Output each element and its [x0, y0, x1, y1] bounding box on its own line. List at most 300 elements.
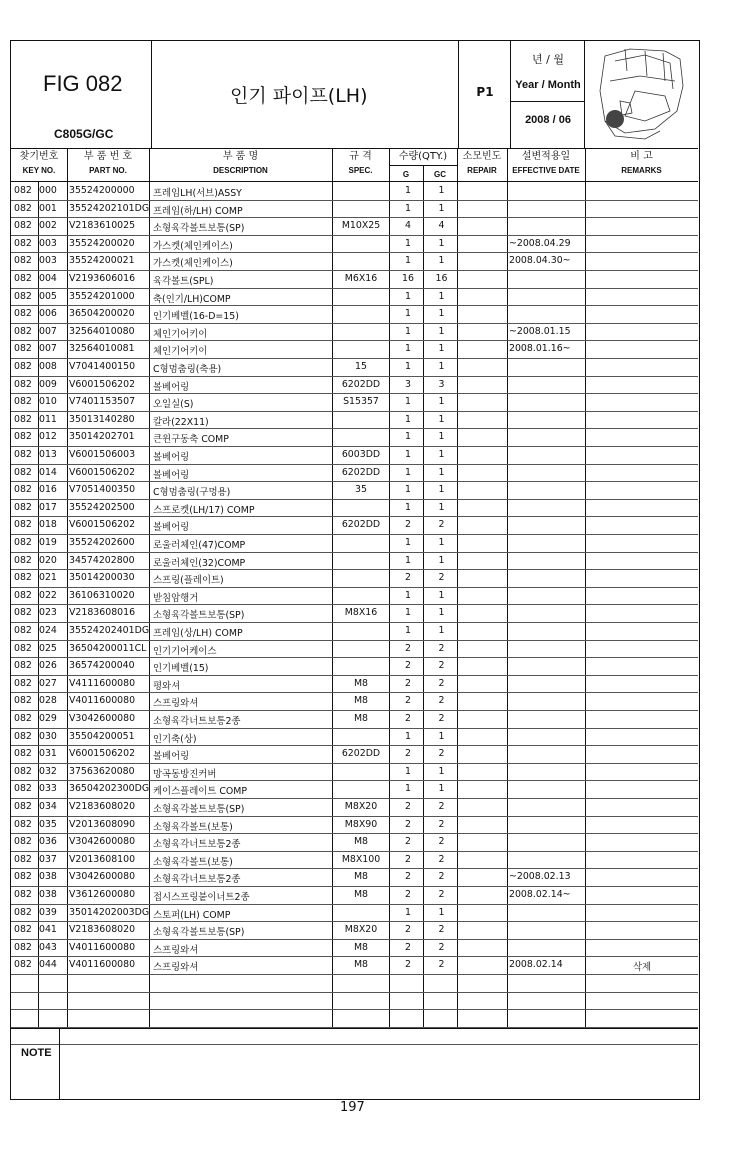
- cell-key: 044: [39, 959, 57, 971]
- cell-eff: 2008.02.14~: [509, 889, 571, 900]
- cell-desc: 소형육각볼트보통(SP): [153, 927, 245, 939]
- cell-part: V3042600080: [69, 836, 136, 848]
- cell-fig: 082: [14, 748, 32, 760]
- table-row: [11, 922, 698, 940]
- cell-spec: 6202DD: [341, 748, 381, 760]
- cell-desc: 소형육각볼트(보통): [153, 856, 233, 868]
- table-row: [11, 412, 698, 430]
- table-row: [11, 693, 698, 711]
- revision-date: 2008 / 06: [525, 114, 571, 126]
- cell-g: 2: [405, 871, 411, 883]
- cell-gc: 1: [438, 413, 445, 425]
- cell-desc: 스프링와셔: [153, 962, 199, 974]
- cell-spec: 6202DD: [341, 466, 381, 478]
- cell-key: 034: [39, 801, 57, 812]
- table-row: [11, 306, 698, 324]
- cell-desc: 큰윈구동축 COMP: [153, 434, 229, 446]
- cell-gc: 1: [438, 589, 445, 601]
- cell-g: 1: [405, 765, 411, 777]
- cell-desc: 축(인기/LH)COMP: [153, 293, 231, 305]
- cell-gc: 2: [438, 959, 445, 971]
- cell-desc: 볼베어링: [153, 522, 190, 534]
- cell-part: V6001506202: [69, 466, 136, 478]
- cell-desc: 볼베어링: [153, 452, 190, 463]
- cell-fig: 082: [14, 466, 32, 478]
- table-row: [11, 781, 698, 799]
- cell-part: V4111600080: [69, 677, 136, 689]
- cell-key: 041: [39, 924, 57, 936]
- cell-key: 021: [39, 572, 57, 584]
- cell-spec: M8: [353, 941, 369, 953]
- cell-g: 2: [405, 924, 411, 936]
- cell-g: 2: [405, 572, 411, 584]
- cell-desc: 받침암행거: [153, 592, 199, 604]
- cell-gc: 2: [438, 695, 445, 707]
- cell-fig: 082: [14, 202, 32, 214]
- cell-fig: 082: [14, 501, 32, 513]
- cell-gc: 1: [438, 906, 445, 918]
- cell-spec: 6202DD: [341, 519, 381, 531]
- cell-key: 003: [39, 237, 57, 249]
- cell-part: V6001506202: [69, 519, 136, 531]
- cell-gc: 1: [438, 396, 445, 408]
- cell-gc: 2: [438, 642, 445, 654]
- fig-number: FIG 082: [43, 71, 123, 96]
- cell-g: 2: [405, 677, 411, 689]
- cell-fig: 082: [14, 589, 32, 601]
- table-row: [11, 289, 698, 307]
- cell-spec: M8: [353, 836, 369, 848]
- cell-spec: M8X20: [344, 801, 378, 812]
- cell-desc: 소형육각볼트보통(SP): [153, 610, 245, 622]
- table-row: [11, 1010, 698, 1028]
- cell-gc: 1: [438, 554, 445, 566]
- cell-part: 35524200021: [69, 255, 135, 267]
- cell-gc: 1: [438, 308, 445, 320]
- cell-part: 35524202401DG: [69, 625, 150, 636]
- table-row: [11, 500, 698, 518]
- cell-g: 16: [402, 273, 414, 284]
- cell-fig: 082: [14, 730, 32, 742]
- cell-eff: 2008.01.16~: [509, 343, 571, 355]
- cell-g: 2: [405, 519, 411, 531]
- cell-part: V3042600080: [69, 871, 136, 883]
- cell-gc: 16: [435, 273, 448, 284]
- cell-fig: 082: [14, 308, 32, 320]
- cell-desc: 망곡동방진커버: [153, 768, 217, 780]
- cell-part: 35524201000: [69, 290, 135, 302]
- table-row: [11, 623, 698, 641]
- cell-part: V4011600080: [69, 941, 136, 953]
- cell-desc: 볼베어링: [153, 469, 190, 481]
- cell-fig: 082: [14, 273, 32, 284]
- cell-fig: 082: [14, 361, 32, 372]
- cell-gc: 1: [438, 290, 445, 302]
- parts-table: [11, 148, 698, 1028]
- cell-g: 4: [405, 220, 411, 232]
- cell-desc: C형멈춤링(구멍용): [153, 487, 231, 499]
- table-row: [11, 218, 698, 236]
- cell-fig: 082: [14, 889, 32, 900]
- cell-desc: 케이스플레이트 COMP: [153, 786, 248, 798]
- cell-spec: 15: [355, 361, 367, 372]
- cell-g: 1: [405, 185, 411, 196]
- cell-key: 030: [39, 730, 57, 742]
- col-remarks: 비 고 REMARKS: [621, 151, 662, 175]
- cell-part: 35524200000: [69, 185, 135, 196]
- cell-fig: 082: [14, 642, 32, 654]
- cell-spec: M8: [353, 871, 369, 883]
- cell-gc: 1: [438, 730, 445, 742]
- cell-gc: 2: [438, 801, 445, 812]
- cell-g: 1: [405, 361, 411, 372]
- table-row: [11, 429, 698, 447]
- cell-spec: 6202DD: [341, 378, 381, 390]
- table-row: [11, 341, 698, 359]
- cell-fig: 082: [14, 941, 32, 953]
- cell-gc: 1: [438, 185, 445, 196]
- cell-g: 1: [405, 343, 411, 355]
- fig-cell: [11, 41, 152, 148]
- cell-fig: 082: [14, 343, 32, 355]
- cell-part: 35014200030: [69, 572, 135, 584]
- cell-key: 024: [39, 625, 57, 636]
- cell-fig: 082: [14, 484, 32, 496]
- cell-part: V6001506202: [69, 378, 136, 390]
- cell-fig: 082: [14, 713, 32, 724]
- cell-desc: 소형육각너트보통2종: [153, 839, 241, 851]
- cell-key: 003: [39, 255, 57, 267]
- machine-thumbnail-cell: [585, 41, 698, 148]
- cell-g: 1: [405, 308, 411, 320]
- cell-g: 1: [405, 431, 411, 443]
- cell-gc: 2: [438, 713, 445, 724]
- cell-fig: 082: [14, 378, 32, 390]
- cell-key: 023: [39, 607, 57, 619]
- cell-key: 020: [39, 554, 57, 566]
- cell-gc: 2: [438, 871, 445, 883]
- cell-desc: 스프로켓(LH/17) COMP: [153, 504, 255, 516]
- cell-key: 029: [39, 713, 57, 724]
- table-row: [11, 887, 698, 905]
- cell-gc: 2: [438, 941, 445, 953]
- cell-desc: 체인기어키이: [153, 346, 208, 358]
- cell-g: 2: [405, 818, 411, 830]
- cell-key: 002: [39, 220, 57, 232]
- table-row: [11, 482, 698, 500]
- cell-gc: 3: [438, 378, 445, 390]
- cell-key: 026: [39, 660, 57, 672]
- cell-desc: 가스켓(체인케이스): [153, 258, 233, 270]
- parts-sheet: [10, 40, 700, 1100]
- cell-desc: 육각볼트(SPL): [153, 276, 214, 287]
- cell-rem: 삭제: [632, 962, 652, 974]
- cell-g: 1: [405, 484, 411, 496]
- cell-g: 1: [405, 255, 411, 267]
- cell-part: 35524202500: [69, 501, 135, 513]
- cell-eff: ~2008.02.13: [509, 871, 571, 883]
- cell-desc: 인기기어케이스: [153, 645, 217, 657]
- cell-key: 004: [39, 273, 57, 284]
- table-row: [11, 535, 698, 553]
- cell-gc: 1: [438, 361, 445, 372]
- cell-gc: 2: [438, 572, 445, 584]
- cell-part: 36574200040: [69, 660, 135, 672]
- cell-part: V3042600080: [69, 713, 136, 724]
- cell-gc: 1: [438, 783, 445, 795]
- cell-part: 35524202101DG: [69, 202, 150, 214]
- cell-g: 1: [405, 202, 411, 214]
- cell-gc: 1: [438, 325, 445, 337]
- col-part-no: 부 품 번 호 PART NO.: [83, 151, 133, 175]
- cell-g: 1: [405, 237, 411, 249]
- cell-gc: 1: [438, 765, 445, 777]
- cell-key: 036: [39, 836, 57, 848]
- cell-key: 032: [39, 765, 57, 777]
- cell-fig: 082: [14, 220, 32, 232]
- cell-gc: 2: [438, 660, 445, 672]
- cell-g: 2: [405, 695, 411, 707]
- cell-gc: 1: [438, 343, 445, 355]
- table-row: [11, 746, 698, 764]
- date-divider: [511, 101, 585, 102]
- cell-desc: 평와셔: [153, 680, 181, 692]
- table-row: [11, 957, 698, 975]
- cell-spec: M8: [353, 695, 369, 707]
- cell-key: 009: [39, 378, 57, 390]
- table-row: [11, 993, 698, 1011]
- col-qty-g: G: [402, 170, 410, 179]
- table-row: [11, 975, 698, 993]
- cell-gc: 2: [438, 924, 445, 936]
- cell-g: 1: [405, 325, 411, 337]
- cell-gc: 2: [438, 677, 445, 689]
- cell-g: 1: [405, 589, 411, 601]
- cell-part: 37563620080: [69, 765, 135, 777]
- cell-fig: 082: [14, 695, 32, 707]
- cell-fig: 082: [14, 413, 32, 425]
- cell-part: V6001506202: [69, 748, 136, 760]
- cell-g: 1: [405, 466, 411, 478]
- table-row: [11, 447, 698, 465]
- cell-gc: 1: [438, 501, 445, 513]
- table-row: [11, 183, 698, 201]
- table-row: [11, 764, 698, 782]
- cell-spec: M8X100: [341, 853, 381, 865]
- col-repair: 소모빈도 REPAIR: [462, 151, 502, 175]
- table-row: [11, 940, 698, 958]
- table-row: [11, 377, 698, 395]
- col-key: 찾기번호 KEY NO.: [19, 151, 59, 175]
- cell-key: 039: [39, 906, 57, 918]
- cell-gc: 1: [438, 255, 445, 267]
- cell-key: 025: [39, 642, 57, 654]
- cell-g: 2: [405, 660, 411, 672]
- cell-key: 027: [39, 677, 57, 689]
- cell-g: 2: [405, 713, 411, 724]
- cell-part: 32564010081: [69, 343, 135, 355]
- table-row: [11, 799, 698, 817]
- cell-gc: 1: [438, 237, 445, 249]
- table-row: [11, 271, 698, 289]
- cell-g: 2: [405, 889, 411, 900]
- cell-key: 022: [39, 589, 57, 601]
- cell-fig: 082: [14, 237, 32, 249]
- cell-part: 35524202600: [69, 537, 135, 548]
- cell-desc: 로울러체인(32)COMP: [153, 557, 246, 569]
- cell-fig: 082: [14, 572, 32, 584]
- cell-key: 013: [39, 449, 57, 460]
- table-row: [11, 605, 698, 623]
- cell-key: 007: [39, 325, 57, 337]
- cell-desc: 프레임LH(서브)ASSY: [153, 188, 242, 199]
- cell-part: 36504200020: [69, 308, 135, 320]
- cell-spec: M8: [353, 677, 369, 689]
- table-row: [11, 869, 698, 887]
- cell-g: 2: [405, 748, 411, 760]
- cell-part: V2183610025: [69, 220, 136, 232]
- sheet-header: [11, 41, 698, 149]
- cell-part: V2193606016: [69, 273, 136, 284]
- cell-desc: C형멈춤링(축용): [153, 364, 222, 375]
- cell-spec: 35: [355, 484, 367, 496]
- cell-gc: 1: [438, 537, 445, 548]
- cell-fig: 082: [14, 801, 32, 812]
- cell-fig: 082: [14, 853, 32, 865]
- cell-g: 1: [405, 554, 411, 566]
- cell-desc: 볼베어링: [153, 381, 190, 393]
- cell-fig: 082: [14, 871, 32, 883]
- cell-fig: 082: [14, 959, 32, 971]
- cell-gc: 1: [438, 607, 445, 619]
- page-title: 인기 파이프(LH): [230, 85, 368, 107]
- table-row: [11, 253, 698, 271]
- cell-desc: 소형육각볼트보통(SP): [153, 223, 245, 235]
- cell-desc: 소형육각너트보통2종: [153, 716, 241, 727]
- cell-g: 1: [405, 413, 411, 425]
- cell-fig: 082: [14, 783, 32, 795]
- cell-key: 011: [39, 413, 57, 425]
- cell-fig: 082: [14, 607, 32, 619]
- cell-gc: 1: [438, 484, 445, 496]
- table-row: [11, 676, 698, 694]
- cell-part: 35524200020: [69, 237, 135, 249]
- cell-eff: 2008.04.30~: [509, 255, 571, 267]
- cell-gc: 1: [438, 466, 445, 478]
- table-row: [11, 570, 698, 588]
- cell-part: V2013608090: [69, 818, 136, 830]
- cell-fig: 082: [14, 255, 32, 267]
- cell-fig: 082: [14, 537, 32, 548]
- cell-fig: 082: [14, 290, 32, 302]
- cell-g: 2: [405, 941, 411, 953]
- cell-gc: 1: [438, 431, 445, 443]
- table-row: [11, 201, 698, 219]
- cell-g: 1: [405, 396, 411, 408]
- cell-g: 3: [405, 378, 411, 390]
- cell-desc: 스프링와셔: [153, 944, 199, 956]
- cell-part: 35504200051: [69, 730, 135, 742]
- cell-part: V6001506003: [69, 449, 136, 460]
- cell-key: 043: [39, 941, 57, 953]
- cell-part: 36504202300DG: [69, 783, 150, 795]
- col-qty-gc: GC: [434, 170, 446, 179]
- note-divider: [59, 1029, 60, 1099]
- cell-g: 2: [405, 801, 411, 812]
- cell-key: 014: [39, 466, 57, 478]
- cell-desc: 스프링(플레이트): [153, 575, 224, 587]
- cell-key: 005: [39, 290, 57, 302]
- cell-fig: 082: [14, 325, 32, 337]
- cell-desc: 칼라(22X11): [153, 416, 209, 428]
- cell-key: 012: [39, 431, 57, 443]
- cell-part: V3612600080: [69, 889, 136, 900]
- cell-gc: 2: [438, 748, 445, 760]
- table-row: [11, 817, 698, 835]
- cell-key: 017: [39, 501, 57, 513]
- table-row: [11, 517, 698, 535]
- cell-desc: 로울러체인(47)COMP: [153, 540, 246, 551]
- cell-key: 038: [39, 889, 57, 900]
- cell-part: V2183608020: [69, 801, 136, 812]
- cell-fig: 082: [14, 818, 32, 830]
- col-spec: 규 격 SPEC.: [348, 151, 373, 175]
- col-qty: 수량(QTY.): [398, 151, 448, 162]
- cell-spec: S15357: [343, 396, 379, 408]
- cell-fig: 082: [14, 625, 32, 636]
- cell-fig: 082: [14, 431, 32, 443]
- col-effective-date: 설변적용일 EFFECTIVE DATE: [512, 151, 580, 175]
- cell-gc: 2: [438, 818, 445, 830]
- cell-key: 031: [39, 748, 57, 760]
- table-row: [11, 852, 698, 870]
- cell-spec: M8: [353, 889, 369, 900]
- cell-fig: 082: [14, 660, 32, 672]
- cell-g: 2: [405, 853, 411, 865]
- cell-fig: 082: [14, 396, 32, 408]
- cell-gc: 2: [438, 519, 445, 531]
- cell-part: V7401153507: [69, 396, 136, 408]
- cell-fig: 082: [14, 906, 32, 918]
- cell-gc: 1: [438, 449, 445, 460]
- cell-key: 019: [39, 537, 57, 548]
- cell-key: 016: [39, 484, 57, 496]
- cell-key: 038: [39, 871, 57, 883]
- table-row: [11, 641, 698, 659]
- cell-spec: M8: [353, 713, 369, 724]
- cell-fig: 082: [14, 519, 32, 531]
- col-description: 부 품 명 DESCRIPTION: [213, 151, 268, 175]
- page-number: 197: [340, 1100, 365, 1115]
- year-month-ko: 년 / 월: [532, 53, 564, 66]
- cell-key: 008: [39, 361, 57, 372]
- cell-part: V2183608016: [69, 607, 136, 619]
- cell-fig: 082: [14, 765, 32, 777]
- table-row: [11, 905, 698, 923]
- table-row: [11, 465, 698, 483]
- cell-g: 2: [405, 959, 411, 971]
- table-row: [11, 588, 698, 606]
- table-row: [11, 553, 698, 571]
- cell-g: 1: [405, 783, 411, 795]
- table-row: [11, 658, 698, 676]
- cell-g: 1: [405, 730, 411, 742]
- cell-desc: 볼베어링: [153, 751, 190, 763]
- cell-key: 006: [39, 308, 57, 320]
- cell-part: 32564010080: [69, 325, 135, 337]
- year-month-en: Year / Month: [515, 79, 581, 91]
- cell-desc: 인기베벨(15): [153, 663, 209, 675]
